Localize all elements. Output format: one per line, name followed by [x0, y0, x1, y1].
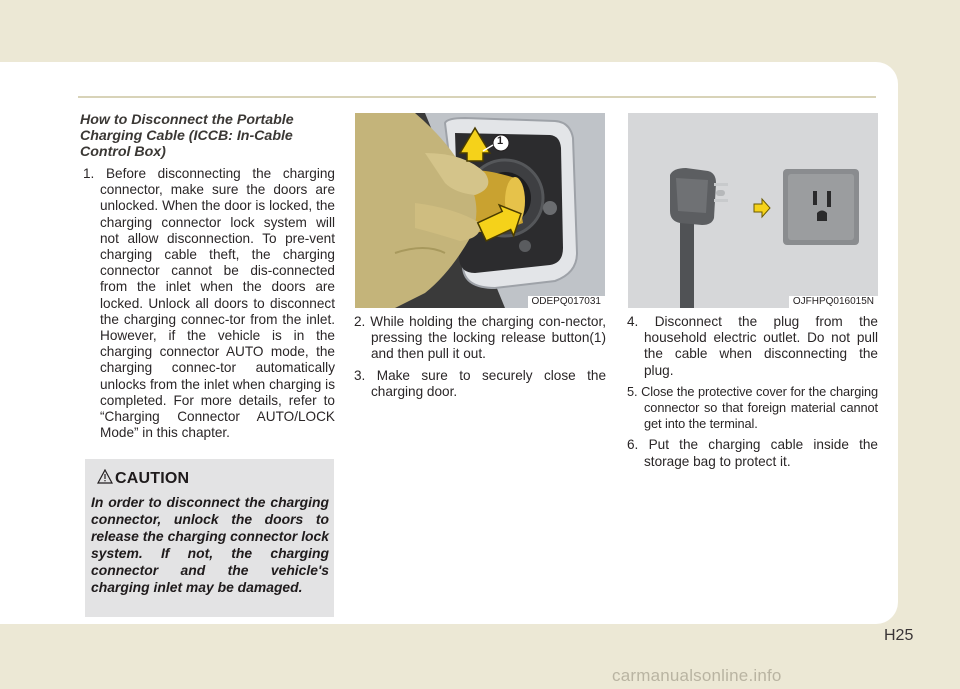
plug-outlet-illustration: [628, 113, 878, 308]
steps-list-middle: [354, 314, 606, 400]
step-5: [627, 384, 878, 433]
figure-plug-outlet: [628, 113, 878, 308]
step-number: 2.: [354, 314, 366, 329]
right-column: [627, 314, 878, 475]
caution-title: CAUTION: [115, 470, 190, 487]
step-number: 1.: [83, 166, 95, 181]
callout-number: 1: [497, 135, 504, 147]
steps-list-left: [80, 166, 335, 441]
step-text: While holding the charging con-nector, pressing the locking release button(1) and then pull it out.: [370, 314, 606, 362]
step-number: 3.: [354, 367, 366, 383]
step-text: Close the protective cover for the charging connector so that foreign material cannot get into the terminal.: [641, 383, 878, 432]
connector-illustration: [355, 113, 605, 308]
step-2: [354, 314, 606, 363]
figure-disconnect-connector: [355, 113, 605, 308]
step-text: Put the charging cable inside the storage bag to protect it.: [644, 437, 878, 469]
step-number: 4.: [627, 314, 639, 329]
figure-code: OJFHPQ016015N: [789, 296, 878, 308]
step-4: [627, 314, 878, 379]
step-3: [354, 368, 606, 400]
step-text: Make sure to securely close the charging door.: [371, 367, 607, 399]
step-text: Before disconnecting the charging connector, make sure the doors are unlocked. When the door is locked, the charging connector lock system will not allow disconnection. To pre-vent charging cable theft, the charging connector cannot be dis-connected from the inlet when the doors are locked. Unlock all doors to disconnect the charging connec-tor from the inlet. However, if the vehicle is in the charging connector AUTO mode, the charging connec-tor automatically unlocks from the inlet when charging is completed. For more details, refer to “Charging Connector AUTO/LOCK Mode” in this chapter.: [100, 166, 335, 441]
step-text: Disconnect the plug from the household electric outlet. Do not pull the cable when disconnecting the plug.: [644, 314, 878, 378]
step-number: 5.: [627, 383, 638, 399]
step-1: [80, 166, 335, 441]
middle-column: [354, 314, 606, 405]
left-column: [80, 112, 335, 446]
step-6: [627, 437, 878, 469]
page-number: H25: [884, 627, 914, 644]
warning-triangle-icon: [97, 469, 113, 484]
step-number: 6.: [627, 437, 639, 453]
header-rule: [78, 96, 876, 98]
steps-list-right: [627, 314, 878, 470]
watermark[interactable]: carmanualsonline.info: [612, 666, 782, 685]
section-heading: How to Disconnect the Portable Charging Cable (ICCB: In-Cable Control Box): [80, 112, 294, 160]
caution-text: In order to disconnect the charging connector, unlock the doors to release the charging connector lock system. If not, the charging connector and the vehicle's charging inlet may be damaged.: [91, 494, 329, 595]
figure-code: ODEPQ017031: [528, 296, 606, 308]
caution-box: [85, 459, 334, 617]
